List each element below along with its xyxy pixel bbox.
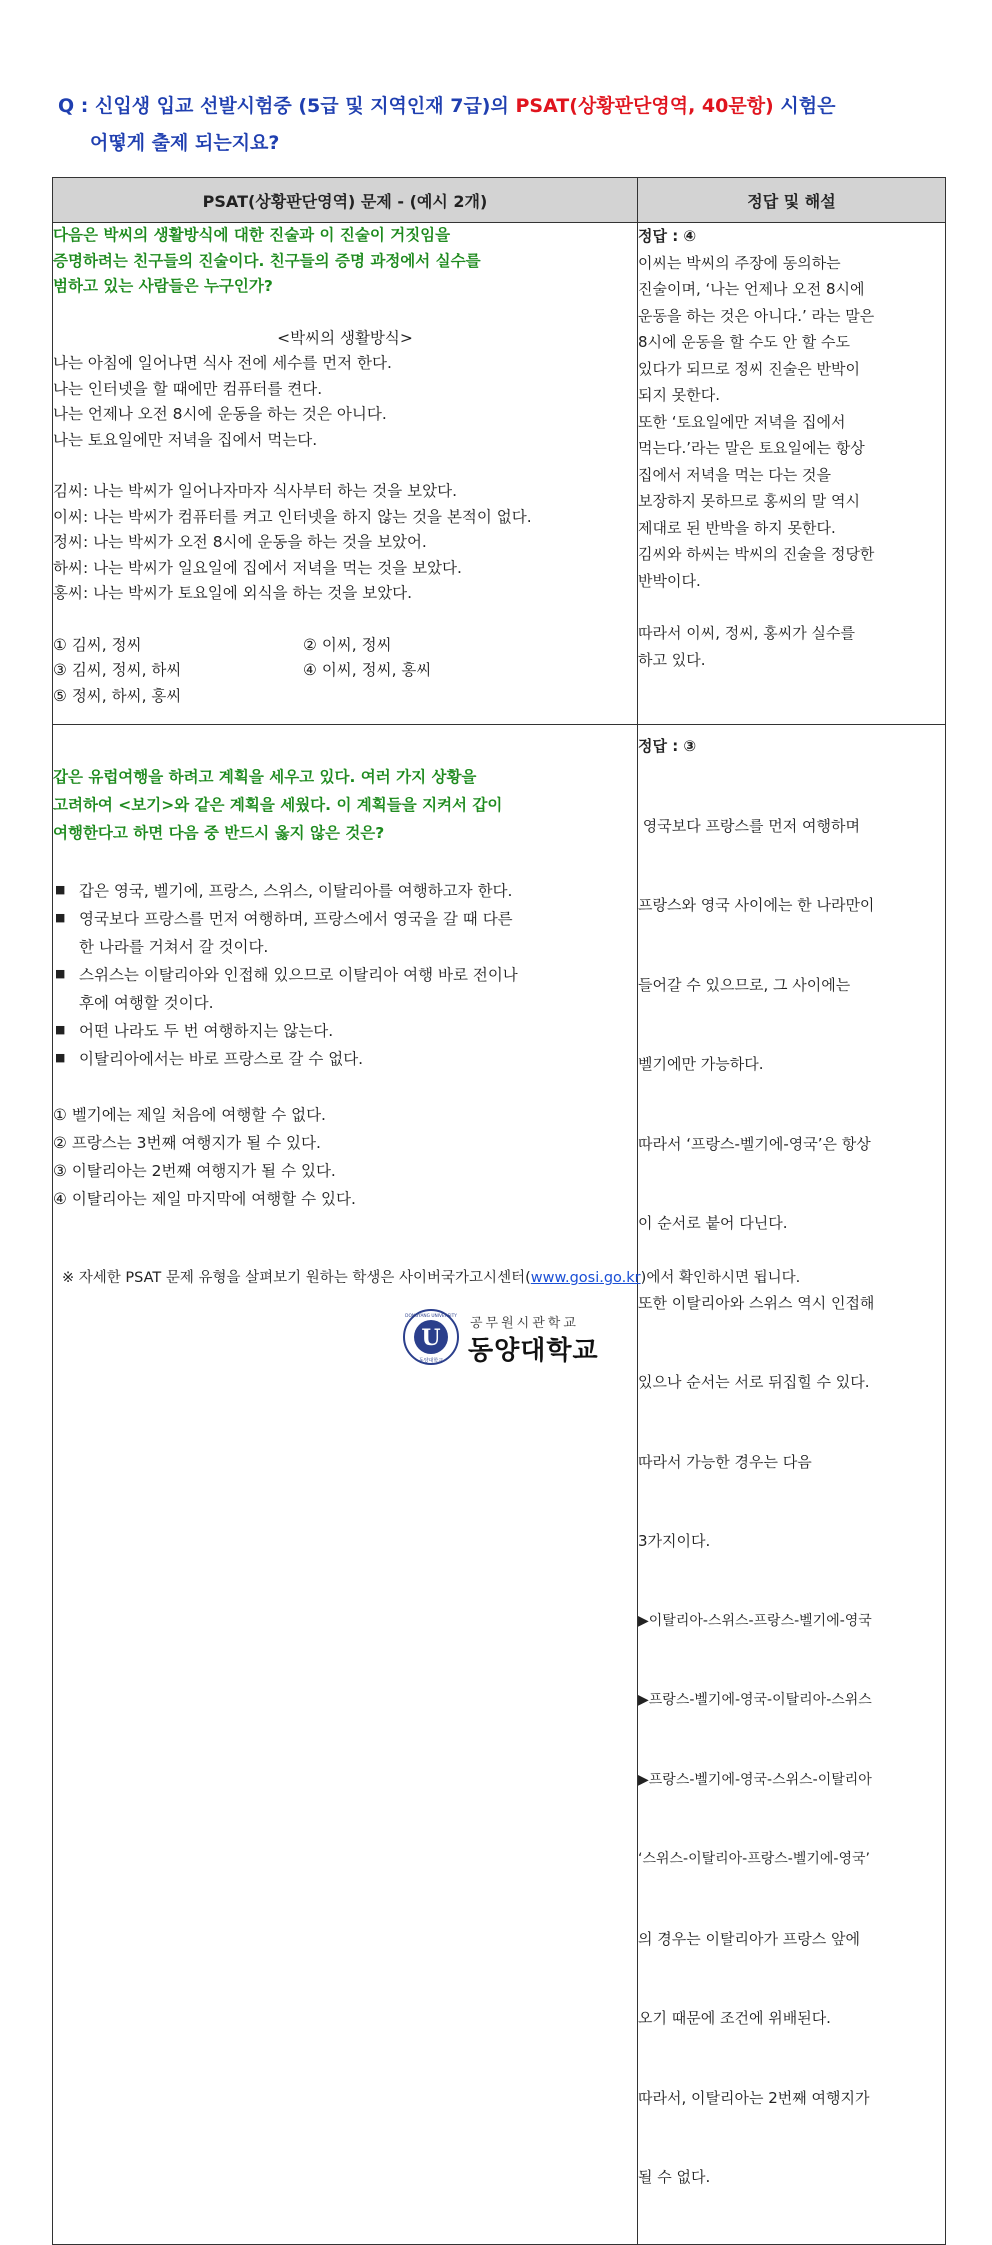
square-bullet-icon: ■ (55, 911, 66, 924)
emblem-bottom-text: 동양대학교 (418, 1358, 444, 1364)
gosi-link[interactable]: www.gosi.go.kr (530, 1270, 641, 1286)
square-bullet-icon: ■ (55, 1051, 66, 1064)
option: ⑤ 정씨, 하씨, 홍씨 (53, 686, 182, 705)
university-logo (402, 1308, 602, 1368)
square-bullet-icon: ■ (55, 883, 66, 896)
question-line-1: Q : 신입생 입교 선발시험중 (5급 및 지역인재 7급)의 PSAT(상황판단영역, 40문항) 시험은 (58, 95, 836, 117)
problem-2-cell (53, 725, 638, 2245)
square-bullet-icon: ■ (55, 1023, 66, 1036)
problem-1-cell (53, 223, 638, 725)
answer-2-explanation: 영국보다 프랑스를 먼저 여행하며 프랑스와 영국 사이에는 한 나라만이 들어갈 수 있으므로, 그 사이에는 벨기에만 가능하다. 따라서 ‘프랑스-벨기에-영국’은 항상 이 순서로 붙어 다닌다. 또한 이탈리아와 스위스 역시 인접해 있으나 순서는 서로 뒤집힐 수 있다. 따라서 가능한 경우는 다음 3가지이다. ▶이탈리아-스위스-프랑스-벨기에-영국 ▶프랑스-벨기에-영국-이탈리아-스위스 ▶프랑스-벨기에-영국-스위스-이탈리아 ‘스위스-이탈리아-프랑스-벨기에-영국’ 의 경우는 이탈리아가 프랑스 앞에 오기 때문에 조건에 위배된다. 따라서, 이탈리아는 2번째 여행지가 될 수 없다. (638, 816, 875, 2186)
condition-item: ■ 영국보다 프랑스를 먼저 여행하며, 프랑스에서 영국을 갈 때 다른 한 나라를 거쳐서 갈 것이다. (53, 905, 637, 961)
option: ④ 이씨, 정씨, 홍씨 (303, 661, 432, 679)
problem-1-statements (53, 351, 637, 453)
question-title (58, 88, 948, 162)
statement: 나는 토요일에만 저녁을 집에서 먹는다. (53, 430, 318, 449)
condition-item: ■ 스위스는 이탈리아와 인접해 있으므로 이탈리아 여행 바로 전이나 후에 여행할 것이다. (53, 961, 637, 1017)
friend-claim: 정씨: 나는 박씨가 오전 8시에 운동을 하는 것을 보았어. (53, 533, 427, 551)
logo-name: 동양대학교 (468, 1336, 599, 1366)
option: ③ 김씨, 정씨, 하씨 (53, 661, 182, 679)
emblem-letter: U (421, 1325, 441, 1351)
question-highlight: PSAT(상황판단영역, 40문항) (515, 95, 774, 117)
option: ④ 이탈리아는 제일 마지막에 여행할 수 있다. (53, 1190, 356, 1208)
square-bullet-icon: ■ (55, 967, 66, 980)
statement: 나는 인터넷을 할 때에만 컴퓨터를 켠다. (53, 379, 323, 398)
answer-2-label: 정답 : ③ (638, 737, 697, 755)
condition-item: ■ 갑은 영국, 벨기에, 프랑스, 스위스, 이탈리아를 여행하고자 한다. (53, 877, 637, 905)
problem-2-prompt: 갑은 유럽여행을 하려고 계획을 세우고 있다. 여러 가지 상황을 고려하여 <보기>와 같은 계획을 세웠다. 이 계획들을 지켜서 갑이 여행한다고 하면 다음 중 반드시 옳지 않은 것은? (53, 768, 503, 842)
problem-1-prompt: 다음은 박씨의 생활방식에 대한 진술과 이 진술이 거짓임을 증명하려는 친구들의 진술이다. 친구들의 증명 과정에서 실수를 범하고 있는 사람들은 누구인가? (53, 226, 481, 295)
problem-1-options (53, 633, 637, 710)
header-problems: PSAT(상황판단영역) 문제 - (예시 2개) (53, 178, 638, 223)
answer-1-explanation: 이씨는 박씨의 주장에 동의하는 진술이며, ‘나는 언제나 오전 8시에 운동을 하는 것은 아니다.’ 라는 말은 8시에 운동을 할 수도 안 할 수도 있다가 되므로 정씨 진술은 반박이 되지 못한다. 또한 ‘토요일에만 저녁을 집에서 먹는다.’라는 말은 토요일에는 항상 집에서 저녁을 먹는 다는 것을 보장하지 못하므로 홍씨의 말 역시 제대로 된 반박을 하지 못한다. 김씨와 하씨는 박씨의 진술을 정당한 반박이다. (638, 253, 875, 590)
problem-1-friends (53, 479, 637, 607)
friend-claim: 김씨: 나는 박씨가 일어나자마자 식사부터 하는 것을 보았다. (53, 482, 457, 500)
statement: 나는 아침에 일어나면 식사 전에 세수를 먼저 한다. (53, 354, 392, 372)
statement: 나는 언제나 오전 8시에 운동을 하는 것은 아니다. (53, 405, 387, 423)
answer-2-cell (638, 725, 946, 2245)
footnote: ※ 자세한 PSAT 문제 유형을 살펴보기 원하는 학생은 사이버국가고시센터(www.gosi.go.kr)에서 확인하시면 됩니다. (62, 1270, 801, 1286)
answer-1-cell (638, 223, 946, 725)
university-emblem-icon (402, 1308, 460, 1366)
option: ① 벨기에는 제일 처음에 여행할 수 없다. (53, 1106, 326, 1124)
condition-item: ■ 어떤 나라도 두 번 여행하지는 않는다. (53, 1017, 637, 1045)
header-answers: 정답 및 해설 (638, 178, 946, 223)
friend-claim: 이씨: 나는 박씨가 컴퓨터를 켜고 인터넷을 하지 않는 것을 본적이 없다. (53, 507, 532, 526)
question-line-2: 어떻게 출제 되는지요? (90, 132, 280, 154)
friend-claim: 홍씨: 나는 박씨가 토요일에 외식을 하는 것을 보았다. (53, 584, 413, 602)
psat-table (52, 177, 946, 2245)
option: ② 프랑스는 3번째 여행지가 될 수 있다. (53, 1134, 321, 1152)
problem-1-subtitle: <박씨의 생활방식> (277, 328, 413, 347)
logo-subtitle: 공무원시관학교 (470, 1316, 579, 1331)
answer-1-conclusion: 따라서 이씨, 정씨, 홍씨가 실수를 하고 있다. (638, 624, 855, 669)
problem-2-options (53, 1101, 637, 1213)
condition-item: ■ 이탈리아에서는 바로 프랑스로 갈 수 없다. (53, 1045, 637, 1073)
option: ① 김씨, 정씨 (53, 635, 142, 654)
problem-2-conditions (53, 877, 637, 1073)
friend-claim: 하씨: 나는 박씨가 일요일에 집에서 저녁을 먹는 것을 보았다. (53, 558, 462, 577)
answer-1-label: 정답 : ④ (638, 227, 697, 245)
option: ③ 이탈리아는 2번째 여행지가 될 수 있다. (53, 1162, 336, 1180)
emblem-ring-text: DONGYANG UNIVERSITY (405, 1314, 457, 1319)
option: ② 이씨, 정씨 (303, 635, 392, 654)
